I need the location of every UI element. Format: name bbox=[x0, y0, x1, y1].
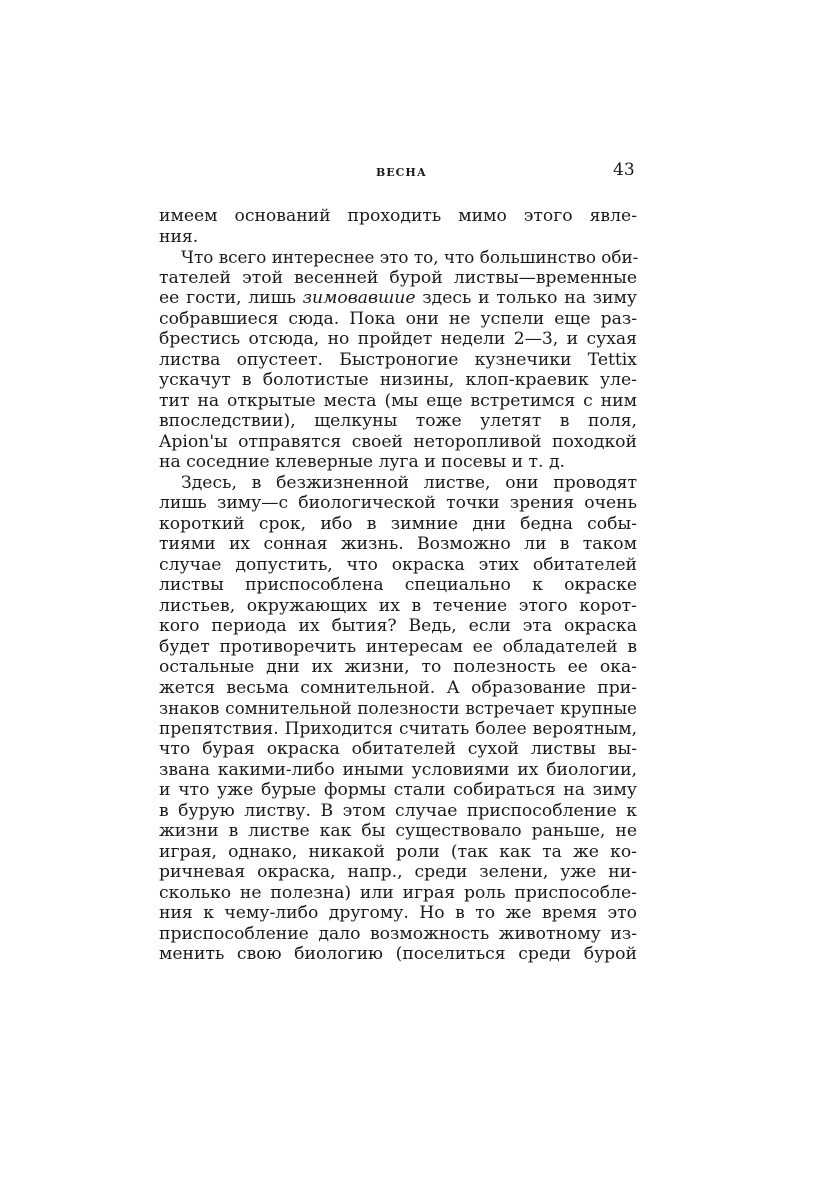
text-line: в бурую листву. В этом случае приспособление к bbox=[159, 800, 637, 821]
text-line: кого периода их бытия? Ведь, если эта окраска bbox=[159, 616, 637, 636]
text-line: препятствия. Приходится считать более вероятным, bbox=[159, 718, 637, 739]
text-line: имеем оснований проходить мимо этого явле- bbox=[159, 206, 637, 226]
body-text bbox=[159, 206, 637, 965]
text-line: ричневая окраска, напр., среди зелени, уже ни- bbox=[159, 862, 637, 882]
text-line: играя, однако, никакой роли (так как та же ко- bbox=[159, 841, 637, 862]
text-line: Apion'ы отправятся своей неторопливой походкой bbox=[159, 431, 637, 452]
text-line: листвы приспособлена специально к окраске bbox=[159, 575, 637, 595]
text-line: тит на открытые места (мы еще встретимся с ним bbox=[159, 390, 637, 411]
text-line: жется весьма сомнительной. А образование при- bbox=[159, 677, 637, 698]
text-line: тиями их сонная жизнь. Возможно ли в таком bbox=[159, 534, 637, 554]
emphasized-word: зимовавшие bbox=[302, 288, 416, 308]
text-line: брестись отсюда, но пройдет недели 2—3, и сухая bbox=[159, 329, 637, 349]
text-line: ния к чему-либо другому. Но в то же время это bbox=[159, 903, 637, 923]
text-line: сколько не полезна) или играя роль приспособле- bbox=[159, 882, 637, 903]
text-line: листва опустеет. Быстроногие кузнечики Tettix bbox=[159, 349, 637, 370]
text-line: и что уже бурые формы стали собираться на зиму bbox=[159, 780, 637, 800]
text-line: на соседние клеверные луга и посевы и т. д. bbox=[159, 452, 566, 472]
text-line: ния. bbox=[159, 226, 199, 247]
text-line: впоследствии), щелкуны тоже улетят в поля, bbox=[159, 411, 637, 431]
text-line: остальные дни их жизни, то полезность ее ока- bbox=[159, 657, 637, 677]
text-line: приспособление дало возможность животному из- bbox=[159, 923, 637, 944]
text-line: жизни в листве как бы существовало раньше, не bbox=[159, 821, 637, 841]
text-line: будет противоречить интересам ее обладателей в bbox=[159, 636, 637, 657]
text-line: менить свою биологию (поселиться среди бурой bbox=[159, 944, 637, 964]
text-line: случае допустить, что окраска этих обитателей bbox=[159, 554, 637, 575]
text-line: лишь зиму—с биологической точки зрения очень bbox=[159, 493, 637, 513]
text-line: ускачут в болотистые низины, клоп-краевик уле- bbox=[159, 370, 637, 390]
text-line: Здесь, в безжизненной листве, они проводят bbox=[181, 472, 637, 493]
text-line: собравшиеся сюда. Пока они не успели еще раз- bbox=[159, 308, 637, 329]
running-title: ВЕСНА bbox=[376, 166, 427, 179]
text-line: знаков сомнительной полезности встречает крупные bbox=[159, 698, 637, 718]
page-number: 43 bbox=[613, 160, 635, 180]
text-line: короткий срок, ибо в зимние дни бедна собы- bbox=[159, 513, 637, 534]
text-line: звана какими-либо иными условиями их биологии, bbox=[159, 759, 637, 780]
text-line: ее гости, лишь зимовавшие здесь и только на зиму bbox=[159, 288, 637, 308]
text-line: тателей этой весенней бурой листвы—временные bbox=[159, 267, 637, 288]
text-line: листьев, окружающих их в течение этого корот- bbox=[159, 595, 637, 616]
text-line: что бурая окраска обитателей сухой листвы вы- bbox=[159, 739, 637, 759]
text-line: Что всего интереснее это то, что большинство оби- bbox=[181, 247, 639, 267]
